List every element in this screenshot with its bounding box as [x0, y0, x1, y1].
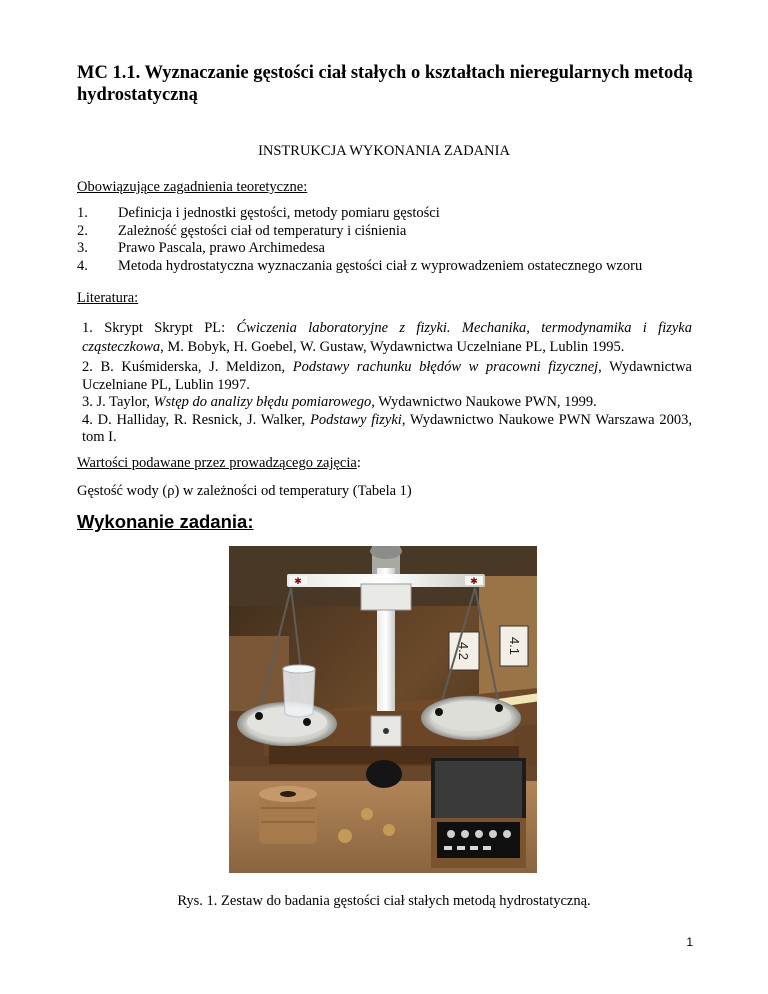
literature-item — [82, 319, 692, 357]
literature-heading: Literatura: — [77, 290, 139, 306]
list-item-text: Zależność gęstości ciał od temperatury i ciśnienia — [118, 222, 407, 239]
literature-book-title: Podstawy fizyki — [310, 411, 402, 428]
list-item — [77, 240, 737, 258]
topics-heading: Obowiązujące zagadnienia teoretyczne: — [77, 179, 308, 195]
label-text: 4.2 — [456, 641, 471, 661]
list-item-text: Metoda hydrostatyczna wyznaczania gęstości ciał z wyprowadzeniem ostatecznego wzoru — [118, 257, 643, 274]
figure-caption: Rys. 1. Zestaw do badania gęstości ciał stałych metodą hydrostatyczną. — [177, 893, 591, 909]
list-item — [77, 258, 737, 276]
water-density-note: Gęstość wody (ρ) w zależności od temperatury (Tabela 1) — [77, 483, 412, 499]
literature-authors: 3. J. Taylor, — [82, 394, 154, 411]
literature-item — [82, 412, 692, 447]
literature-list — [82, 319, 692, 447]
balance-photo — [229, 546, 537, 873]
literature-publisher: , Wydawnictwo Naukowe PWN, 1999. — [371, 394, 597, 411]
literature-authors: 4. D. Halliday, R. Resnick, J. Walker, — [82, 411, 311, 428]
list-item-text: Prawo Pascala, prawo Archimedesa — [118, 240, 325, 257]
literature-item — [82, 394, 692, 412]
document-subtitle: INSTRUKCJA WYKONANIA ZADANIA — [258, 143, 510, 159]
literature-publisher: , M. Bobyk, H. Goebel, W. Gustaw, Wydawnictwa Uczelniane PL, Lublin 1995. — [160, 339, 625, 355]
page-number: 1 — [686, 935, 693, 949]
literature-book-title: Ćwiczenia laboratoryjne z fizyki. Mechanika, termodynamika i fizyka cząsteczkowa — [82, 320, 692, 355]
label-text: 4.1 — [507, 636, 522, 656]
literature-book-title: Wstęp do analizy błędu pomiarowego — [153, 394, 372, 411]
values-heading: Wartości podawane przez prowadzącego zajęcia: — [77, 455, 361, 471]
label-card-right — [500, 626, 528, 666]
literature-publisher: , Wydawnictwo Naukowe PWN Warszawa 2003, tom I. — [82, 411, 692, 446]
list-item — [77, 205, 737, 223]
document-title: MC 1.1. Wyznaczanie gęstości ciał stałych o kształtach nieregularnych metodą hydrostatyczną — [77, 63, 693, 105]
literature-authors: 2. B. Kuśmiderska, J. Meldizon, — [82, 359, 293, 375]
svg-text:✱: ✱ — [294, 576, 302, 586]
list-item-number: 3. — [77, 240, 88, 257]
svg-text:✱: ✱ — [470, 576, 478, 586]
literature-book-title: Podstawy rachunku błędów w pracowni fizycznej — [292, 359, 599, 375]
list-item-text: Definicja i jednostki gęstości, metody pomiaru gęstości — [118, 205, 440, 221]
section-heading: Wykonanie zadania: — [77, 511, 254, 532]
list-item-number: 1. — [77, 205, 88, 221]
literature-publisher: , Wydawnictwa Uczelniane PL, Lublin 1997. — [82, 359, 692, 393]
list-item-number: 4. — [77, 257, 88, 274]
topics-list — [77, 205, 737, 275]
list-item-number: 2. — [77, 222, 88, 239]
literature-item — [82, 359, 692, 394]
list-item — [77, 223, 737, 241]
literature-authors: 1. Skrypt Skrypt PL: — [82, 320, 237, 336]
